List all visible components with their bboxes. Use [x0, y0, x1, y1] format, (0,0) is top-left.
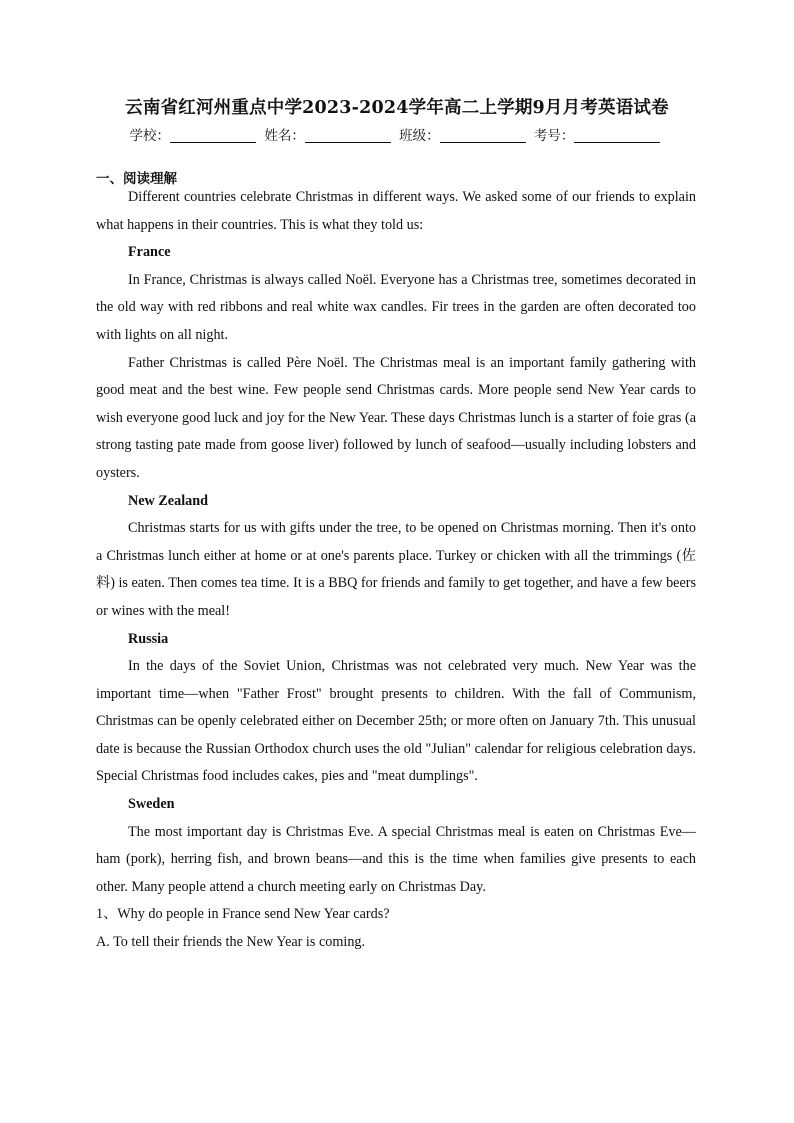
russia-paragraph: In the days of the Soviet Union, Christmas was not celebrated very much. New Year was the important time—when "Father Frost" brought presents to children. With the fall of Communism, Christmas can be openly celebrated either on December 25th; or more often on January 7th. This unusual date is because the Russian Orthodox church uses the old "Julian" calendar for religious celebration days. Special Christmas food includes cakes, pies and "meat dumplings". — [96, 658, 696, 785]
class-blank[interactable] — [440, 128, 526, 143]
name-label: 姓名： — [264, 128, 305, 144]
country-heading-sweden: Sweden — [128, 796, 175, 813]
country-heading-new-zealand: New Zealand — [128, 492, 209, 509]
school-blank[interactable] — [170, 128, 256, 143]
reading-passage — [96, 184, 696, 957]
school-label: 学校： — [129, 128, 171, 144]
exam-number-blank[interactable] — [574, 128, 660, 143]
new-zealand-paragraph: Christmas starts for us with gifts under the tree, to be opened on Christmas morning. Then it's onto a Christmas lunch either at home or at one's parents place. Turkey or chicken with all the trimmings (佐料) is eaten. Then comes tea time. It is a BBQ for friends and family to get together, and have a few beers or wines with the meal! — [96, 520, 696, 619]
student-info-line — [0, 124, 794, 144]
france-paragraph-1: In France, Christmas is always called Noël. Everyone has a Christmas tree, sometimes decorated in the old way with red ribbons and real white wax candles. Fir trees in the garden are often decorated too with lights on all night. — [96, 271, 696, 343]
section-heading: 一、阅读理解 — [96, 171, 177, 187]
sweden-paragraph: The most important day is Christmas Eve. A special Christmas meal is eaten on Christmas Eve—ham (pork), herring fish, and brown beans—and this is the time when families give presents to each other. Many people attend a church meeting early on Christmas Day. — [96, 823, 696, 895]
exam-number-label: 考号： — [533, 128, 575, 144]
question-1: 1、Why do people in France send New Year cards? — [96, 906, 390, 923]
country-heading-russia: Russia — [128, 630, 169, 647]
name-blank[interactable] — [305, 128, 391, 143]
page-title: 云南省红河州重点中学2023-2024学年高二上学期9月月考英语试卷 — [125, 98, 669, 118]
intro-paragraph: Different countries celebrate Christmas in different ways. We asked some of our friends to explain what happens in their countries. This is what they told us: — [96, 189, 696, 233]
country-heading-france: France — [128, 244, 171, 261]
question-1-option-a[interactable]: A. To tell their friends the New Year is coming. — [96, 934, 366, 951]
class-label: 班级： — [399, 128, 440, 144]
france-paragraph-2: Father Christmas is called Père Noël. The Christmas meal is an important family gathering with good meat and the best wine. Few people send Christmas cards. More people send New Year cards to wish everyone good luck and joy for the New Year. These days Christmas lunch is a starter of foie gras (a strong tasting pate made from goose liver) followed by lunch of seafood—usually including lobsters and oysters. — [96, 354, 696, 481]
